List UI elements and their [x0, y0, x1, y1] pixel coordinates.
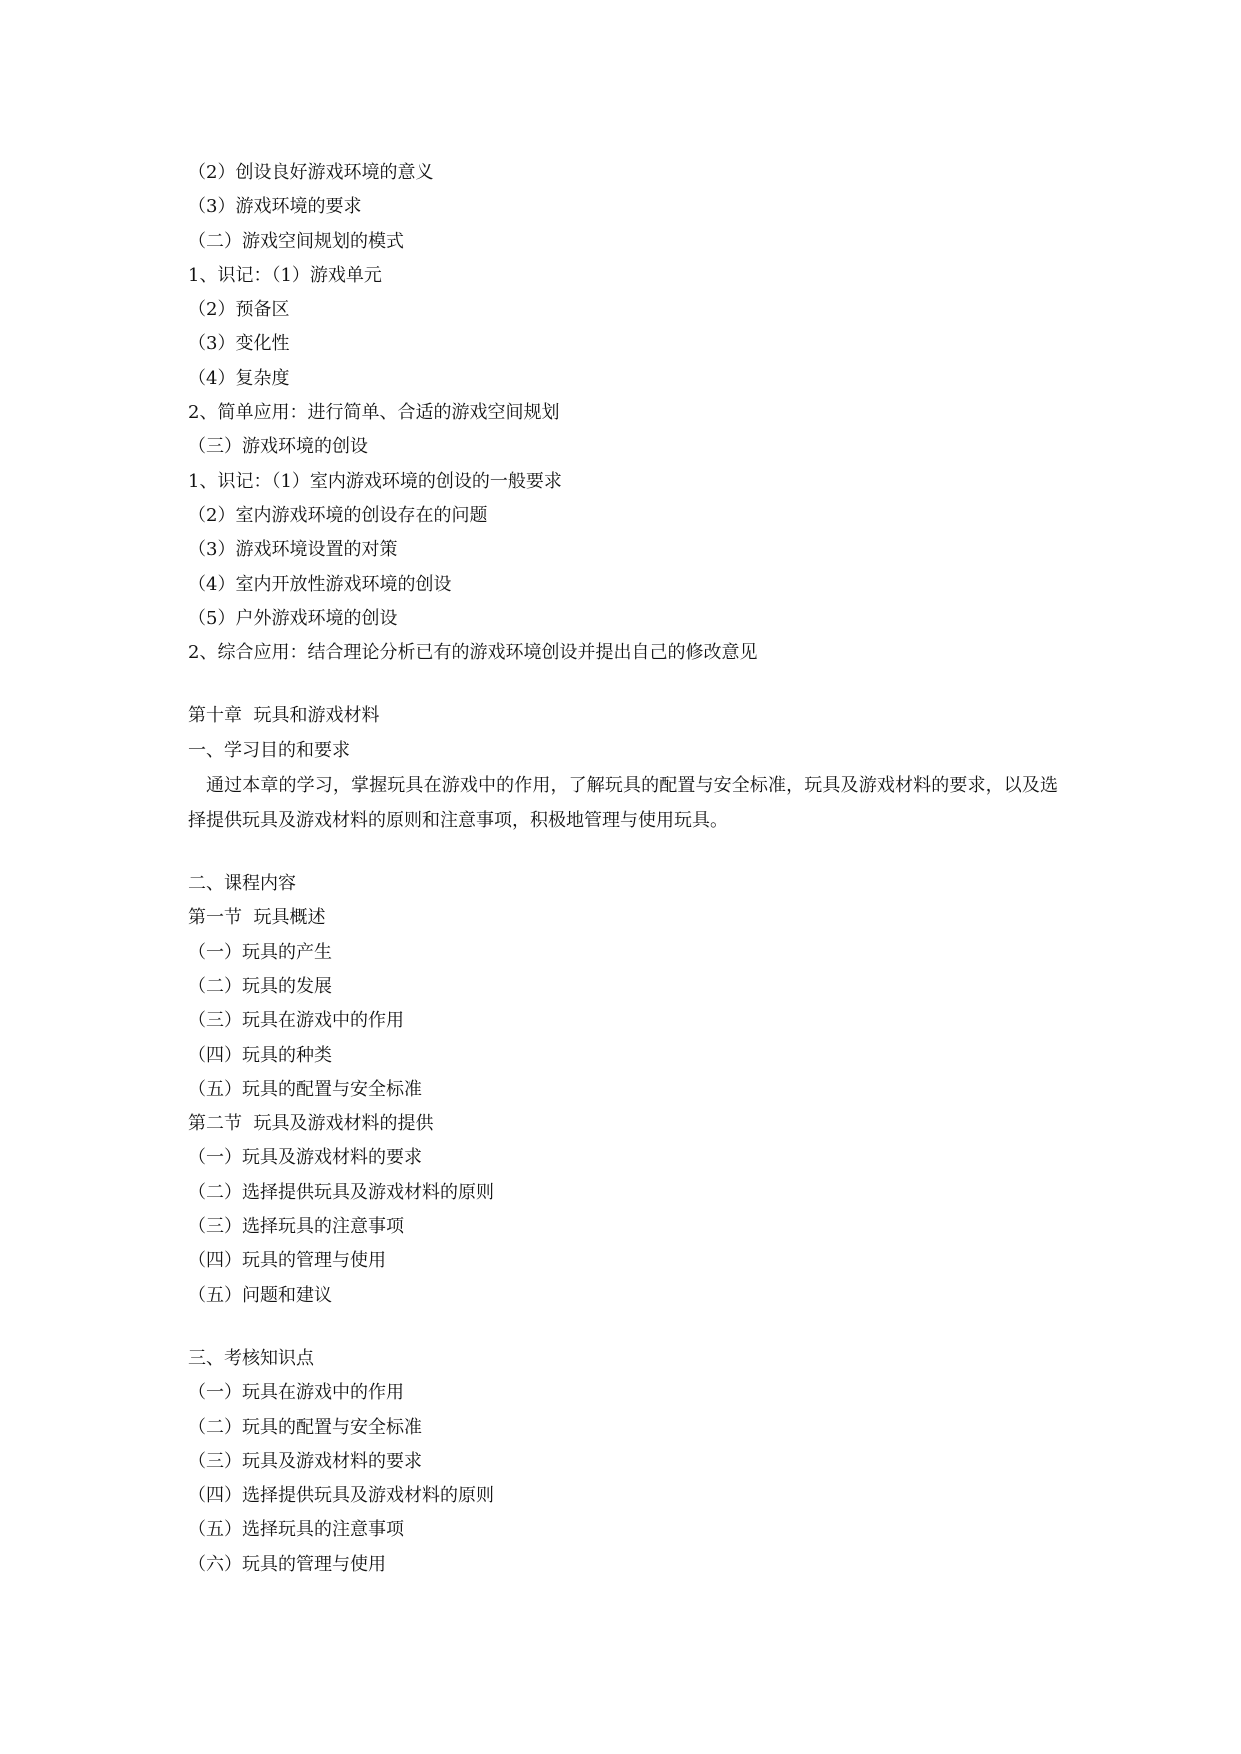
section-a	[188, 156, 1058, 670]
list-item: （一）玩具及游戏材料的要求	[188, 1147, 422, 1169]
objectives-heading: 一、学习目的和要求	[188, 739, 350, 761]
list-item: （一）玩具在游戏中的作用	[188, 1382, 404, 1404]
list-item: 2、简单应用：进行简单、合适的游戏空间规划	[188, 402, 560, 424]
list-item: （四）玩具的管理与使用	[188, 1250, 386, 1272]
spacer	[188, 670, 1058, 699]
page-content	[188, 156, 1058, 1582]
list-item: （2）室内游戏环境的创设存在的问题	[188, 504, 488, 526]
list-item: 1、识记：（1）室内游戏环境的创设的一般要求	[188, 470, 562, 492]
list-item: （四）玩具的种类	[188, 1044, 332, 1066]
list-item: （二）选择提供玩具及游戏材料的原则	[188, 1181, 494, 1203]
list-item: （三）玩具在游戏中的作用	[188, 1010, 404, 1032]
list-item: 2、综合应用：结合理论分析已有的游戏环境创设并提出自己的修改意见	[188, 642, 758, 664]
list-item: （2）预备区	[188, 299, 290, 321]
spacer	[188, 838, 1058, 867]
list-item: （4）复杂度	[188, 367, 290, 389]
list-item: （二）玩具的配置与安全标准	[188, 1416, 422, 1438]
list-item: （二）游戏空间规划的模式	[188, 230, 404, 252]
assessment-heading: 三、考核知识点	[188, 1347, 314, 1369]
course-heading: 二、课程内容	[188, 873, 296, 895]
list-item: （三）玩具及游戏材料的要求	[188, 1450, 422, 1472]
list-item: （3）变化性	[188, 333, 290, 355]
list-item: （六）玩具的管理与使用	[188, 1553, 386, 1575]
list-item: （五）选择玩具的注意事项	[188, 1519, 404, 1541]
section-title: 第一节 玩具概述	[188, 907, 326, 929]
list-item: （三）游戏环境的创设	[188, 436, 368, 458]
list-item: （3）游戏环境设置的对策	[188, 539, 398, 561]
list-item: （一）玩具的产生	[188, 941, 332, 963]
list-item: （四）选择提供玩具及游戏材料的原则	[188, 1485, 494, 1507]
list-item: （二）玩具的发展	[188, 975, 332, 997]
spacer	[188, 1313, 1058, 1342]
list-item: （5）户外游戏环境的创设	[188, 607, 398, 629]
section-title: 第二节 玩具及游戏材料的提供	[188, 1113, 434, 1135]
objectives-paragraph: 通过本章的学习，掌握玩具在游戏中的作用，了解玩具的配置与安全标准，玩具及游戏材料的要求，以及选择提供玩具及游戏材料的原则和注意事项，积极地管理与使用玩具。	[188, 775, 1058, 832]
list-item: （五）问题和建议	[188, 1284, 332, 1306]
list-item: （2）创设良好游戏环境的意义	[188, 162, 434, 183]
list-item: （三）选择玩具的注意事项	[188, 1216, 404, 1238]
list-item: （4）室内开放性游戏环境的创设	[188, 573, 452, 595]
list-item: 1、识记：（1）游戏单元	[188, 264, 382, 286]
list-item: （五）玩具的配置与安全标准	[188, 1078, 422, 1100]
chapter-title: 第十章 玩具和游戏材料	[188, 705, 380, 727]
list-item: （3）游戏环境的要求	[188, 196, 362, 218]
